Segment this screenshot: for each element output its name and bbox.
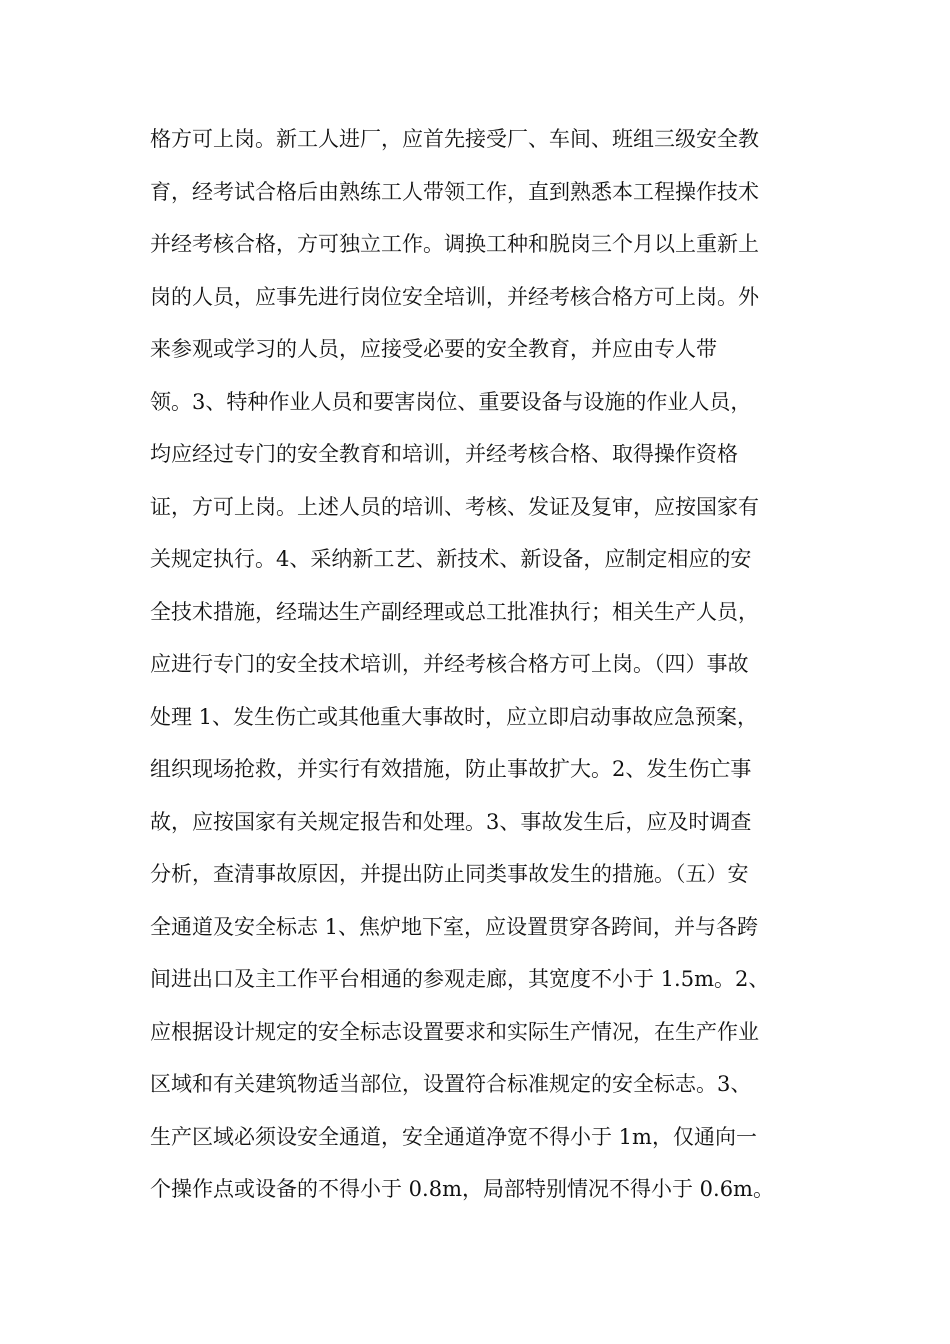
text-line: 分析，查清事故原因，并提出防止同类事故发生的措施。（五）安 xyxy=(150,862,749,886)
text-line: 应进行专门的安全技术培训，并经考核合格方可上岗。（四）事故 xyxy=(150,652,749,676)
text-line: 生产区域必须设安全通道，安全通道净宽不得小于 1m，仅通向一 xyxy=(150,1124,757,1149)
text-line: 并经考核合格，方可独立工作。调换工种和脱岗三个月以上重新上 xyxy=(150,232,759,256)
text-line: 领。3、特种作业人员和要害岗位、重要设备与设施的作业人员， xyxy=(150,389,752,414)
text-line: 育，经考试合格后由熟练工人带领工作，直到熟悉本工程操作技术 xyxy=(150,179,759,204)
text-line: 证，方可上岗。上述人员的培训、考核、发证及复审，应按国家有 xyxy=(150,494,759,519)
text-line: 组织现场抢救，并实行有效措施，防止事故扩大。2、发生伤亡事 xyxy=(150,757,752,781)
text-line: 故，应按国家有关规定报告和处理。3、事故发生后，应及时调查 xyxy=(150,809,752,834)
body-text xyxy=(150,119,810,1222)
text-line: 格方可上岗。新工人进厂，应首先接受厂、车间、班组三级安全教 xyxy=(150,127,759,151)
text-line: 全通道及安全标志 1、焦炉地下室，应设置贯穿各跨间，并与各跨 xyxy=(150,914,759,939)
text-line: 均应经过专门的安全教育和培训，并经考核合格、取得操作资格 xyxy=(150,442,738,466)
text-line: 关规定执行。4、采纳新工艺、新技术、新设备，应制定相应的安 xyxy=(150,547,752,571)
text-line: 间进出口及主工作平台相通的参观走廊，其宽度不小于 1.5m。2、 xyxy=(150,967,770,991)
text-line: 个操作点或设备的不得小于 0.8m，局部特别情况不得小于 0.6m。 xyxy=(150,1177,774,1201)
text-line: 岗的人员，应事先进行岗位安全培训，并经考核合格方可上岗。外 xyxy=(150,284,759,309)
text-line: 来参观或学习的人员，应接受必要的安全教育，并应由专人带 xyxy=(150,337,717,361)
text-line: 应根据设计规定的安全标志设置要求和实际生产情况，在生产作业 xyxy=(150,1019,759,1044)
text-line: 区域和有关建筑物适当部位，设置符合标准规定的安全标志。3、 xyxy=(150,1072,752,1096)
text-line: 全技术措施，经瑞达生产副经理或总工批准执行；相关生产人员， xyxy=(150,599,759,624)
text-line: 处理 1、发生伤亡或其他重大事故时，应立即启动事故应急预案， xyxy=(150,704,759,729)
